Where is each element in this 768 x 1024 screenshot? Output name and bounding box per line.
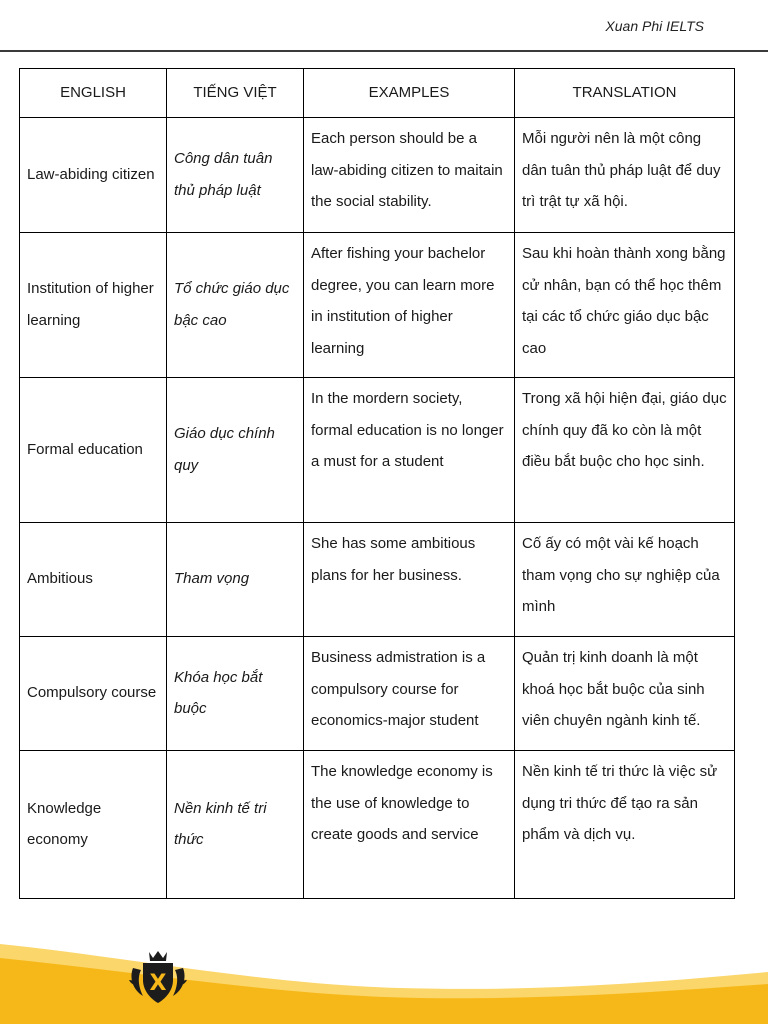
column-header-translation: TRANSLATION — [515, 69, 735, 118]
footer-wave-band — [0, 944, 768, 1024]
vietnamese-term: Nền kinh tế tri thức — [167, 751, 304, 899]
left-laurel-icon — [129, 968, 143, 996]
example-sentence: After fishing your bachelor degree, you can learn more in institution of higher learning — [304, 233, 515, 378]
table-row — [20, 233, 735, 378]
column-header-examples: EXAMPLES — [304, 69, 515, 118]
header-brand: Xuan Phi IELTS — [605, 18, 704, 34]
vietnamese-term: Tham vọng — [167, 523, 304, 637]
logo-letter: X — [149, 971, 167, 996]
english-term: Institution of higher learning — [20, 233, 167, 378]
english-term: Knowledge economy — [20, 751, 167, 899]
column-header-english: ENGLISH — [20, 69, 167, 118]
table-row — [20, 378, 735, 523]
brand-logo-crest — [127, 950, 189, 1006]
header-divider — [0, 50, 768, 52]
example-sentence: In the mordern society, formal education is no longer a must for a student — [304, 378, 515, 523]
translation-sentence: Quản trị kinh doanh là một khoá học bắt buộc của sinh viên chuyên ngành kinh tế. — [515, 637, 735, 751]
english-term: Compulsory course — [20, 637, 167, 751]
example-sentence: She has some ambitious plans for her business. — [304, 523, 515, 637]
english-term: Formal education — [20, 378, 167, 523]
vietnamese-term: Giáo dục chính quy — [167, 378, 304, 523]
translation-sentence: Sau khi hoàn thành xong bằng cử nhân, bạn có thể học thêm tại các tổ chức giáo dục bậc cao — [515, 233, 735, 378]
table-header-row — [20, 69, 735, 118]
vietnamese-term: Khóa học bắt buộc — [167, 637, 304, 751]
table-row — [20, 523, 735, 637]
column-header-vietnamese: TIẾNG VIỆT — [167, 69, 304, 118]
vietnamese-term: Tổ chức giáo dục bậc cao — [167, 233, 304, 378]
translation-sentence: Nền kinh tế tri thức là việc sử dụng tri thức để tạo ra sản phẩm và dịch vụ. — [515, 751, 735, 899]
crown-icon — [149, 951, 167, 961]
example-sentence: The knowledge economy is the use of knowledge to create goods and service — [304, 751, 515, 899]
example-sentence: Each person should be a law-abiding citizen to maitain the social stability. — [304, 118, 515, 233]
translation-sentence: Trong xã hội hiện đại, giáo dục chính quy đã ko còn là một điều bắt buộc cho học sinh. — [515, 378, 735, 523]
english-term: Ambitious — [20, 523, 167, 637]
example-sentence: Business admistration is a compulsory course for economics-major student — [304, 637, 515, 751]
table-row — [20, 751, 735, 899]
right-laurel-icon — [173, 968, 187, 996]
translation-sentence: Cố ấy có một vài kế hoạch tham vọng cho sự nghiệp của mình — [515, 523, 735, 637]
english-term: Law-abiding citizen — [20, 118, 167, 233]
table-row — [20, 637, 735, 751]
vietnamese-term: Công dân tuân thủ pháp luật — [167, 118, 304, 233]
table-row — [20, 118, 735, 233]
vocabulary-table — [19, 68, 735, 899]
translation-sentence: Mỗi người nên là một công dân tuân thủ pháp luật để duy trì trật tự xã hội. — [515, 118, 735, 233]
